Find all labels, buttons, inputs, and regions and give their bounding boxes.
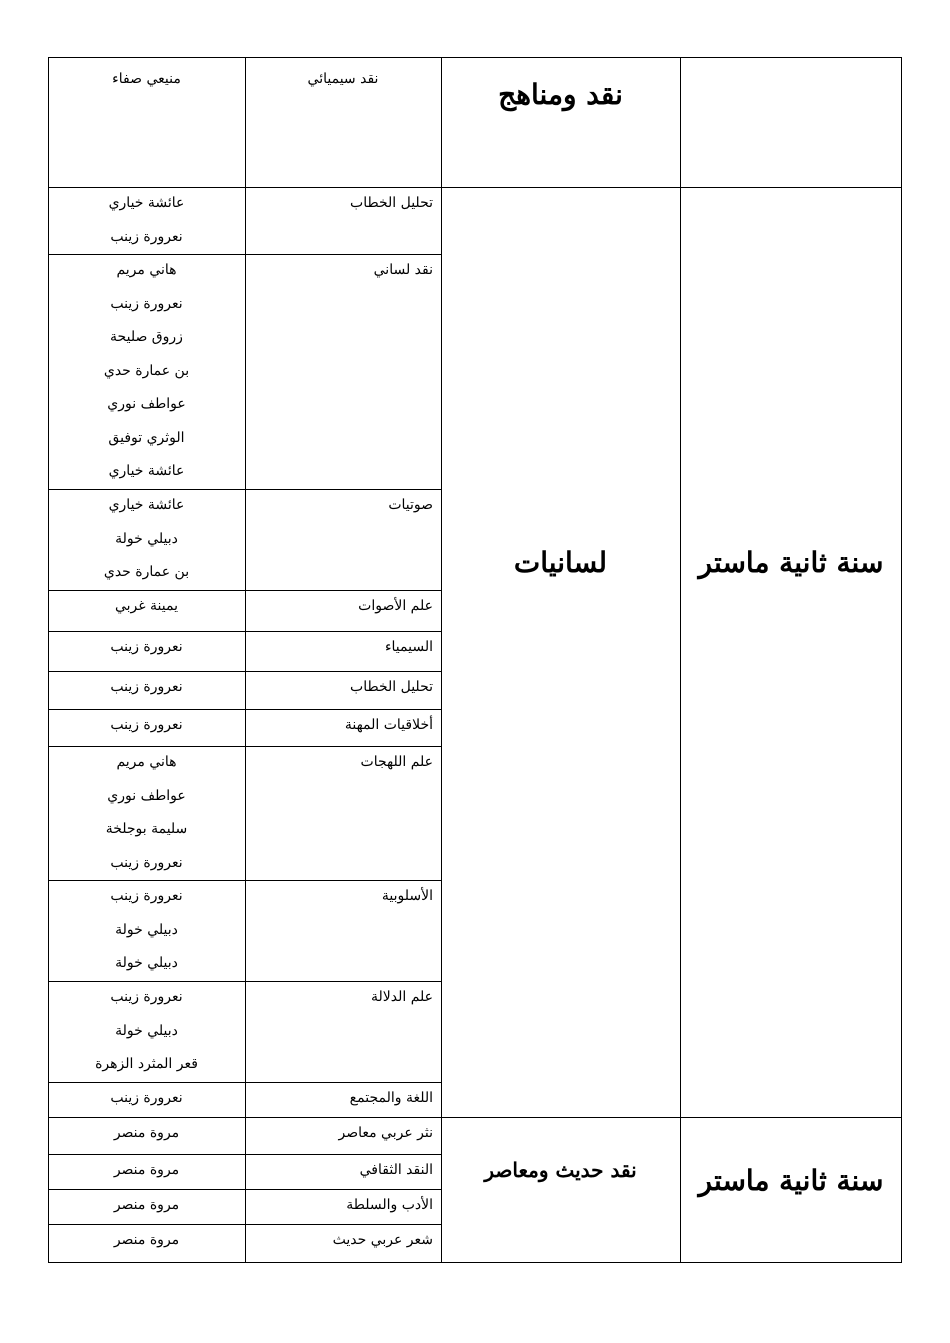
- subject-cell: [245, 187, 441, 254]
- subject-cell: [245, 254, 441, 489]
- teacher-name: عواطف نوري: [107, 787, 186, 804]
- teacher-name: مروة منصر: [113, 1125, 180, 1141]
- header-specialty-cell: [441, 57, 680, 187]
- teacher-cell: [48, 1117, 245, 1154]
- header-row: [48, 57, 902, 187]
- table-row: [48, 489, 902, 590]
- teacher-name: نعرورة زينب: [110, 639, 183, 655]
- subject-cell: [245, 631, 441, 671]
- teacher-name: نعرورة زينب: [110, 679, 183, 695]
- teacher-name: دبيلي خولة: [115, 1022, 178, 1039]
- teacher-cell: [48, 590, 245, 631]
- subject-name: نقد لساني: [373, 262, 433, 278]
- header-subject: نقد سيميائي: [307, 71, 379, 87]
- teacher-name: نعرورة زينب: [110, 228, 183, 245]
- teacher-cell: [48, 254, 245, 489]
- teacher-name: نعرورة زينب: [110, 717, 183, 733]
- teacher-cell: [48, 1082, 245, 1117]
- subject-name: السيمياء: [384, 639, 433, 655]
- header-level-cell: [680, 57, 902, 187]
- teacher-cell: [48, 880, 245, 981]
- teacher-name: دبيلي خولة: [115, 530, 178, 547]
- table-row: [48, 187, 902, 254]
- table-row: [48, 1154, 902, 1189]
- subject-cell: [245, 489, 441, 590]
- header-subject-cell: [245, 57, 441, 187]
- teacher-name: مروة منصر: [113, 1162, 180, 1178]
- table-row: [48, 746, 902, 880]
- teacher-name: قعر المثرد الزهرة: [95, 1056, 198, 1072]
- subject-cell: [245, 1224, 441, 1262]
- subject-name: نثر عربي معاصر: [338, 1125, 433, 1141]
- subject-name: صوتيات: [388, 497, 433, 513]
- teacher-cell: [48, 1189, 245, 1224]
- subject-cell: [245, 709, 441, 746]
- subject-cell: [245, 981, 441, 1082]
- subject-name: علم الأصوات: [358, 598, 433, 614]
- naqd-specialty: نقد حديث ومعاصر: [484, 1158, 637, 1182]
- subject-name: علم الدلالة: [370, 989, 433, 1005]
- subject-name: تحليل الخطاب: [350, 679, 433, 695]
- table-row: [48, 981, 902, 1082]
- teacher-cell: [48, 489, 245, 590]
- teacher-cell: [48, 709, 245, 746]
- teacher-cell: [48, 631, 245, 671]
- table-row: [48, 1224, 902, 1262]
- teacher-name: هاني مريم: [116, 262, 177, 278]
- teacher-name: عائشة خياري: [108, 497, 185, 513]
- teacher-name: بن عمارة حدي: [103, 564, 190, 580]
- subject-cell: [245, 1189, 441, 1224]
- lisaniyat-specialty: لسانيات: [513, 546, 608, 579]
- teacher-name: زروق صليحة: [110, 329, 183, 345]
- teacher-cell: [48, 981, 245, 1082]
- table-row: [48, 1082, 902, 1117]
- subject-cell: [245, 1117, 441, 1154]
- header-specialty: نقد ومناهج: [498, 78, 623, 111]
- teacher-name: نعرورة زينب: [110, 888, 183, 904]
- teacher-name: دبيلي خولة: [115, 921, 178, 938]
- subject-name: أخلاقيات المهنة: [344, 717, 433, 733]
- teacher-name: مروة منصر: [113, 1197, 180, 1213]
- teacher-cell: [48, 187, 245, 254]
- teacher-name: عواطف نوري: [107, 396, 186, 412]
- teacher-cell: [48, 746, 245, 880]
- teacher-name: نعرورة زينب: [110, 1090, 183, 1106]
- subject-cell: [245, 880, 441, 981]
- subject-name: النقد الثقافي: [359, 1162, 433, 1178]
- table-row: [48, 1117, 902, 1154]
- subject-cell: [245, 671, 441, 709]
- teacher-name: الوثري توفيق: [108, 429, 185, 446]
- teacher-name: مروة منصر: [113, 1232, 180, 1248]
- subject-name: اللغة والمجتمع: [349, 1090, 433, 1106]
- subject-cell: [245, 590, 441, 631]
- teacher-name: عائشة خياري: [108, 463, 185, 479]
- header-teacher: منيعي صفاء: [112, 71, 181, 87]
- subject-cell: [245, 746, 441, 880]
- teacher-name: بن عمارة حدي: [103, 362, 190, 379]
- table-row: [48, 631, 902, 671]
- header-teacher-cell: [48, 57, 245, 187]
- table-row: [48, 709, 902, 746]
- schedule-table: [48, 57, 902, 1263]
- teacher-cell: [48, 671, 245, 709]
- table-row: [48, 880, 902, 981]
- naqd-level: سنة ثانية ماستر: [698, 1164, 884, 1197]
- subject-name: الأدب والسلطة: [346, 1197, 433, 1213]
- subject-name: علم اللهجات: [360, 754, 433, 770]
- teacher-name: سليمة بوجلخة: [105, 821, 188, 837]
- teacher-name: نعرورة زينب: [110, 854, 183, 871]
- teacher-name: يمينة غربي: [114, 598, 178, 614]
- teacher-name: نعرورة زينب: [110, 989, 183, 1005]
- subject-name: شعر عربي حديث: [332, 1232, 433, 1248]
- teacher-name: دبيلي خولة: [115, 955, 178, 971]
- teacher-name: هاني مريم: [116, 754, 177, 770]
- table-row: [48, 590, 902, 631]
- teacher-cell: [48, 1224, 245, 1262]
- table-row: [48, 254, 902, 489]
- subject-name: تحليل الخطاب: [350, 195, 433, 211]
- subject-name: الأسلوبية: [381, 888, 433, 904]
- subject-cell: [245, 1082, 441, 1117]
- teacher-name: نعرورة زينب: [110, 295, 183, 312]
- subject-cell: [245, 1154, 441, 1189]
- lisaniyat-level: سنة ثانية ماستر: [698, 546, 884, 579]
- table-row: [48, 671, 902, 709]
- teacher-cell: [48, 1154, 245, 1189]
- teacher-name: عائشة خياري: [108, 195, 185, 211]
- table-row: [48, 1189, 902, 1224]
